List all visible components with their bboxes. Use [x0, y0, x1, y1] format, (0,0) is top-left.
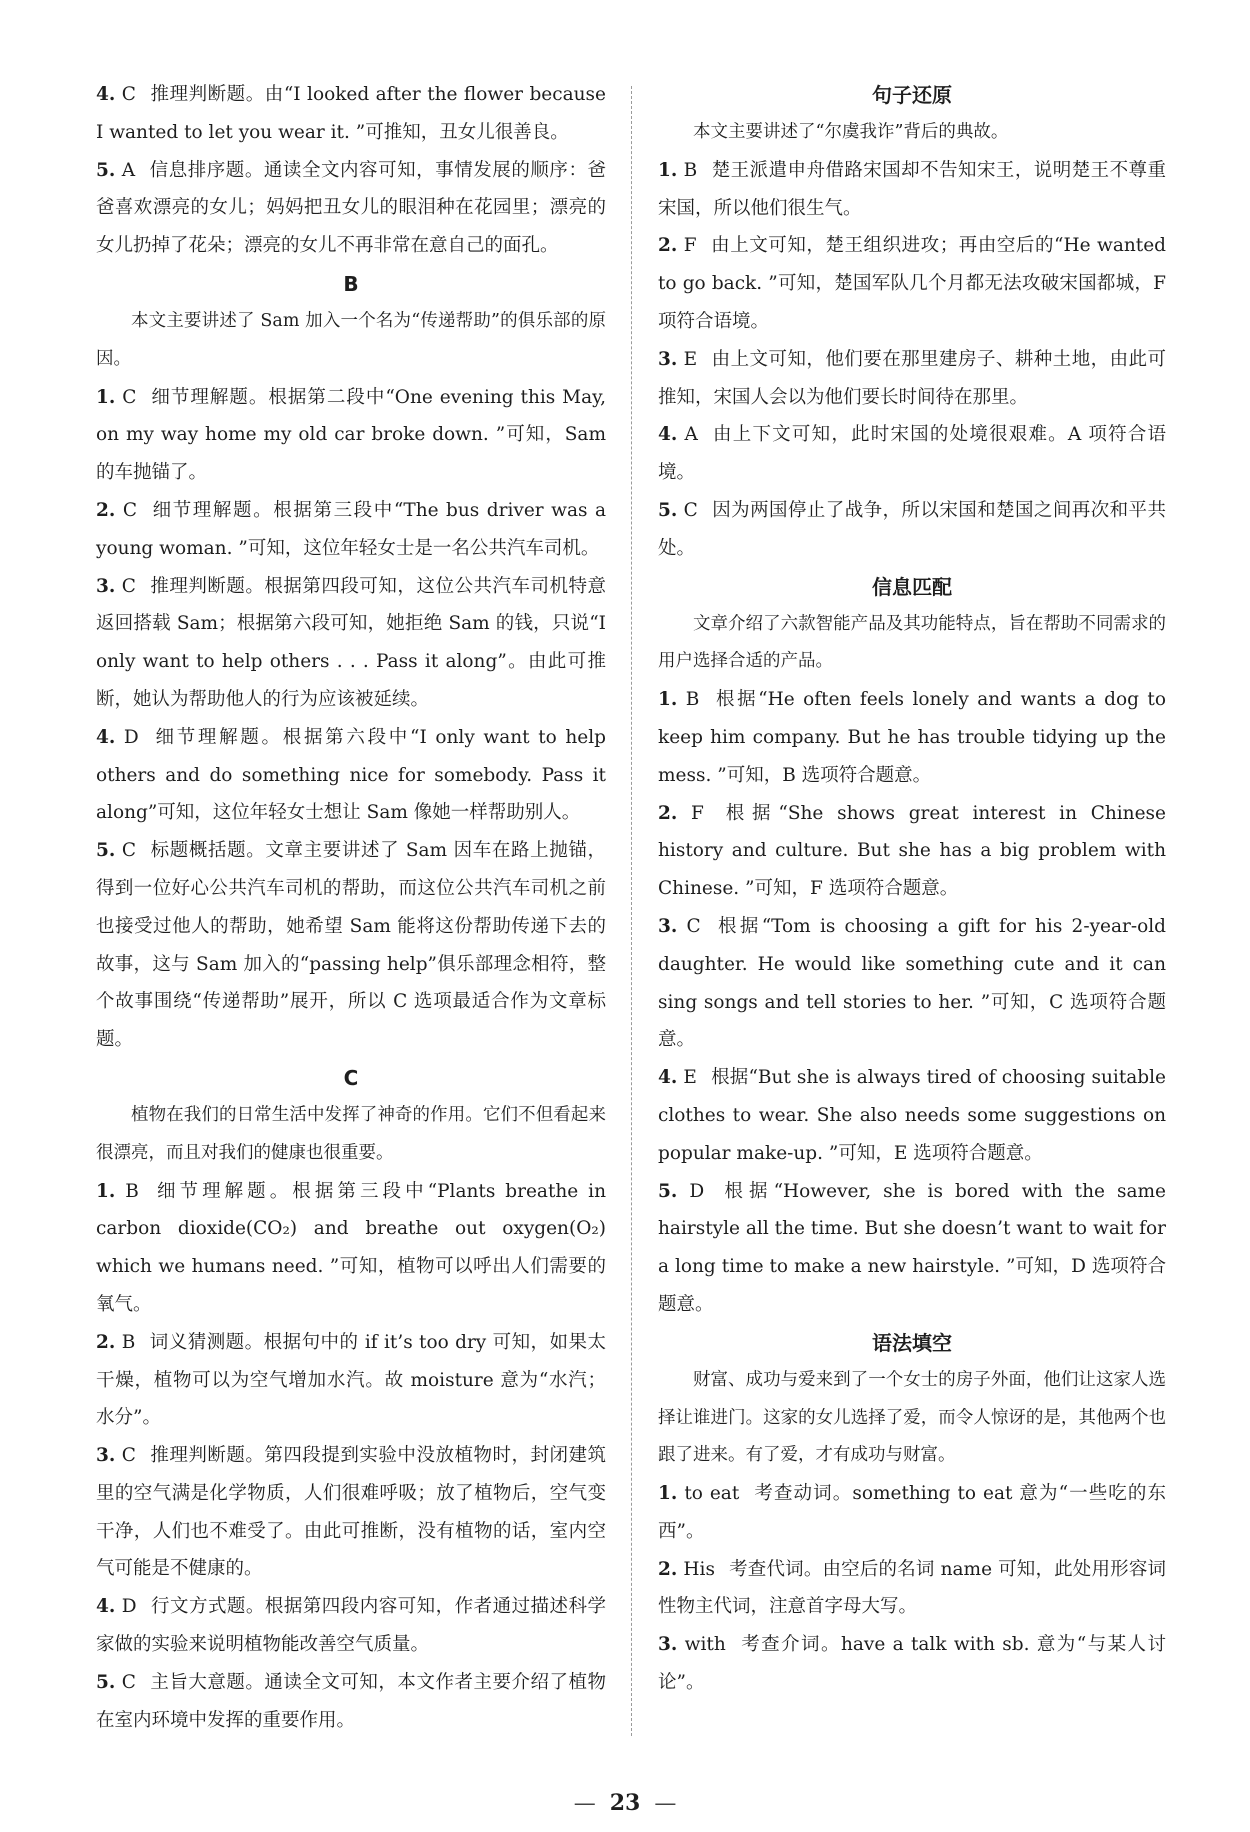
section-heading: 信息匹配 [872, 574, 952, 599]
answer-item: 2. His 考查代词。由空后的名词 name 可知，此处用形容词性物主代词，注意首字母大写。 [658, 1558, 1166, 1618]
answer-item: 5. A 信息排序题。通读全文内容可知，事情发展的顺序：爸爸喜欢漂亮的女儿；妈妈把丑女儿的眼泪种在花园里；漂亮的女儿扔掉了花朵；漂亮的女儿不再非常在意自己的面孔。 [96, 159, 606, 257]
answer-item: 3. E 由上文可知，他们要在那里建房子、耕种土地，由此可推知，宋国人会以为他们要长时间待在那里。 [658, 348, 1166, 408]
answer-item: 2. C 细节理解题。根据第三段中“The bus driver was a young woman. ”可知，这位年轻女士是一名公共汽车司机。 [96, 499, 606, 559]
answer-item: 4. E 根据“But she is always tired of choosing suitable clothes to wear. She also needs some suggestions on popular make-up. ”可知，E 选项符合题意。 [658, 1067, 1166, 1164]
answer-item: 2. B 词义猜测题。根据句中的 if it’s too dry 可知，如果太干燥，植物可以为空气增加水汽。故 moisture 意为“水汽；水分”。 [96, 1331, 606, 1429]
column-divider [631, 86, 632, 1736]
answer-item: 3. C 推理判断题。第四段提到实验中没放植物时，封闭建筑里的空气满是化学物质，人们很难呼吸；放了植物后，空气变干净，人们也不难受了。由此可推断，没有植物的话，室内空气可能是不健康的。 [96, 1445, 606, 1580]
section-intro: 文章介绍了六款智能产品及其功能特点，旨在帮助不同需求的用户选择合适的产品。 [658, 613, 1166, 672]
page-number: 23 [609, 1790, 641, 1816]
section-c [96, 1059, 606, 1740]
answer-item: 3. with 考查介词。have a talk with sb. 意为“与某人讨论”。 [658, 1634, 1166, 1694]
answer-item: 1. C 细节理解题。根据第二段中“One evening this May, on my way home my old car broke down. ”可知，Sam 的车抛锚了。 [96, 386, 606, 484]
section-intro: 财富、成功与爱来到了一个女士的房子外面，他们让这家人选择让谁进门。这家的女儿选择了爱，而令人惊讶的是，其他两个也跟了进来。有了爱，才有成功与财富。 [658, 1369, 1166, 1466]
answer-item: 2. F 根据“She shows great interest in Chinese history and culture. But she has a big problem with Chinese. ”可知，F 选项符合题意。 [658, 802, 1166, 900]
answer-item: 5. C 标题概括题。文章主要讲述了 Sam 因车在路上抛锚，得到一位好心公共汽车司机的帮助，而这位公共汽车司机之前也接受过他人的帮助，她希望 Sam 能将这份帮助传递下去的故事，这与 Sam 加入的“passing help”俱乐部理念相符，整个故事围绕“传递帮助”展开，所以 C 选项最适合作为文章标题。 [96, 840, 606, 1051]
section-heading: 语法填空 [872, 1330, 952, 1355]
answer-item: 1. B 楚王派遣申舟借路宋国却不告知宋王，说明楚王不尊重宋国，所以他们很生气。 [658, 159, 1166, 219]
footer-dash-left: — [573, 1791, 596, 1816]
answer-item: 4. D 行文方式题。根据第四段内容可知，作者通过描述科学家做的实验来说明植物能改善空气质量。 [96, 1596, 606, 1656]
left-column [96, 76, 606, 1739]
answer-item: 4. D 细节理解题。根据第六段中“I only want to help others and do something nice for somebody. Pass it along”可知，这位年轻女士想让 Sam 像她一样帮助别人。 [96, 726, 606, 824]
answer-item: 4. C 推理判断题。由“I looked after the flower because I wanted to let you wear it. ”可推知，丑女儿很善良。 [96, 84, 606, 143]
section-intro: 本文主要讲述了 Sam 加入一个名为“传递帮助”的俱乐部的原因。 [96, 310, 606, 369]
footer-dash-right: — [654, 1791, 677, 1816]
answer-item: 4. A 由上下文可知，此时宋国的处境很艰难。A 项符合语境。 [658, 424, 1166, 484]
page-footer [0, 1790, 1250, 1816]
section-grammar-fill [658, 1324, 1166, 1702]
answer-item: 1. B 细节理解题。根据第三段中“Plants breathe in carbon dioxide(CO₂) and breathe out oxygen(O₂) which we humans need. ”可知，植物可以呼出人们需要的氧气。 [96, 1180, 607, 1315]
answer-item: 5. C 因为两国停止了战争，所以宋国和楚国之间再次和平共处。 [658, 499, 1166, 559]
answer-item: 1. to eat 考查动词。something to eat 意为“一些吃的东西”。 [658, 1483, 1166, 1542]
right-column [658, 76, 1166, 1702]
left-top-items [96, 76, 606, 265]
answer-item: 5. D 根据“However, she is bored with the same hairstyle all the time. But she doesn’t want to wait for a long time to make a new hairstyle. ”可知，D 选项符合题意。 [658, 1180, 1166, 1315]
section-heading: C [343, 1065, 359, 1090]
section-sentence-restore [658, 76, 1166, 568]
answer-item: 3. C 推理判断题。根据第四段可知，这位公共汽车司机特意返回搭载 Sam；根据第六段可知，她拒绝 Sam 的钱，只说“I only want to help others . . . Pass it along”。由此可推断，她认为帮助他人的行为应该被延续。 [96, 575, 606, 710]
section-intro: 植物在我们的日常生活中发挥了神奇的作用。它们不但看起来很漂亮，而且对我们的健康也很重要。 [96, 1104, 606, 1163]
section-b [96, 265, 606, 1059]
section-intro: 本文主要讲述了“尔虞我诈”背后的典故。 [693, 122, 1009, 142]
answer-item: 5. C 主旨大意题。通读全文可知，本文作者主要介绍了植物在室内环境中发挥的重要作用。 [96, 1671, 606, 1731]
answer-item: 1. B 根据“He often feels lonely and wants a dog to keep him company. But he has trouble tidying up the mess. ”可知，B 选项符合题意。 [658, 689, 1166, 786]
section-heading: B [343, 271, 359, 296]
section-info-match [658, 568, 1166, 1324]
answer-item: 3. C 根据“Tom is choosing a gift for his 2-year-old daughter. He would like something cute and it can sing songs and tell stories to her. ”可知，C 选项符合题意。 [658, 915, 1166, 1051]
answer-item: 2. F 由上文可知，楚王组织进攻；再由空后的“He wanted to go back. ”可知，楚国军队几个月都无法攻破宋国都城，F 项符合语境。 [658, 235, 1166, 332]
section-heading: 句子还原 [872, 83, 952, 107]
